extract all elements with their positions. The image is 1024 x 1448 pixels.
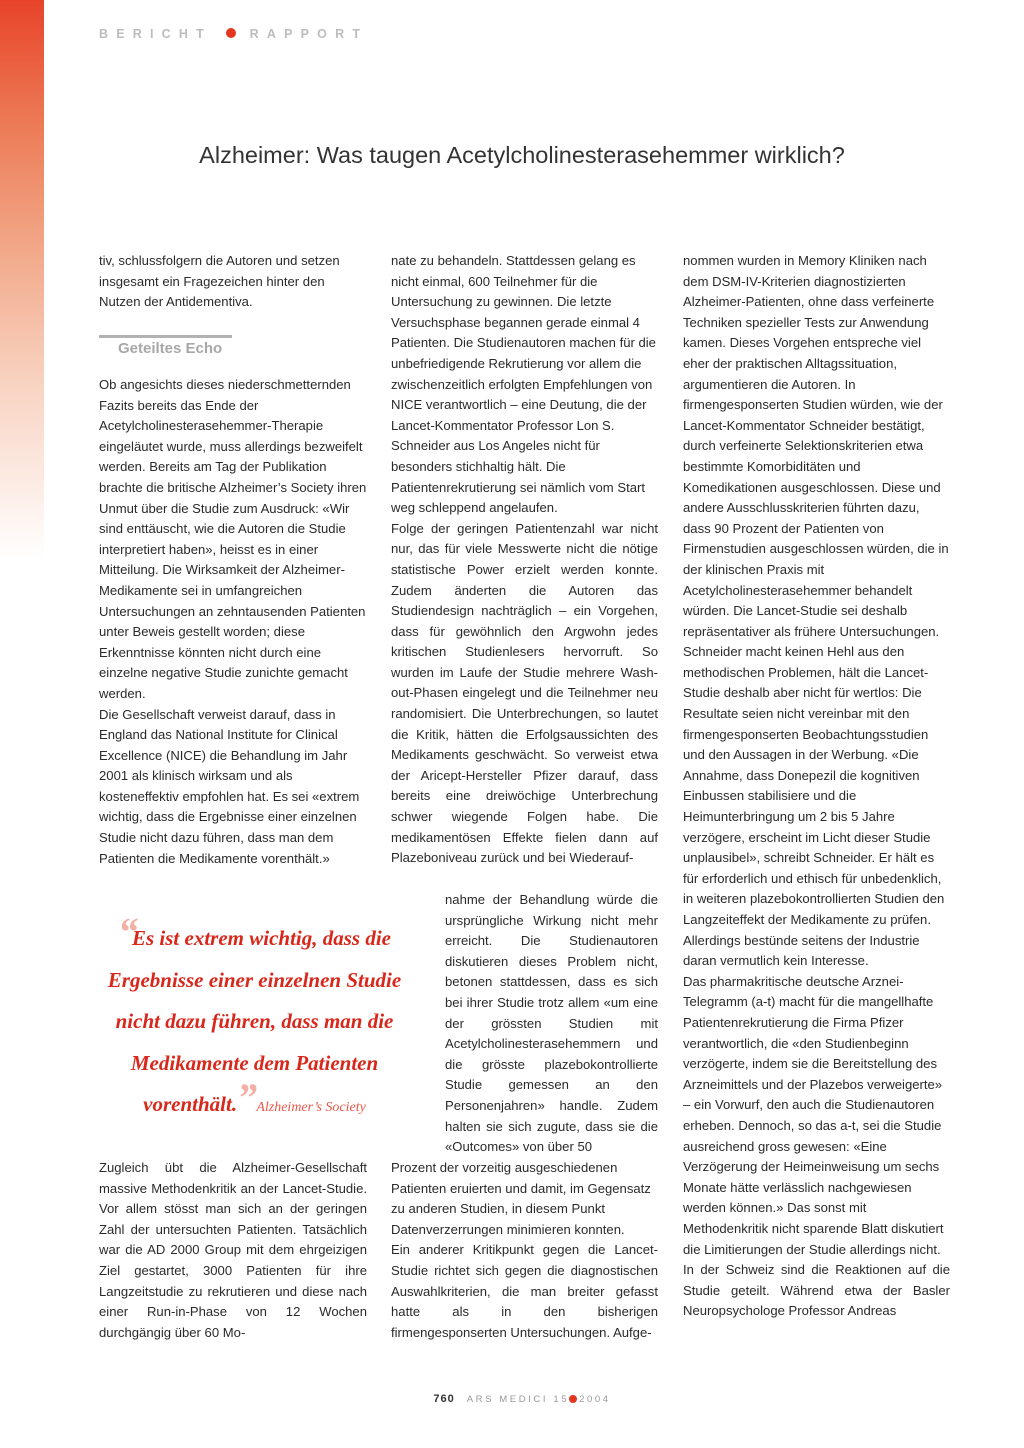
pull-quote-text: Es ist extrem wichtig, dass die Ergebnisse einer einzelnen Studie nicht dazu führen, dass man die Medikamente dem Patienten vorenthält. — [107, 926, 402, 1116]
page-footer — [0, 1393, 1024, 1405]
column-2-top — [391, 251, 658, 869]
journal-year: 2004 — [579, 1394, 611, 1405]
column-1-top — [99, 251, 367, 313]
paragraph: Das pharmakritische deutsche Arznei-Telegramm (a-t) macht für die mangellhafte Patientenrekrutierung die Firma Pfizer verantwortlich, die «den Studienbeginn verzögerte, indem sie die Bereitstellung des Arzneimittels und der Plazebos verweigerte» – ein Vorwurf, den auch die Studienautoren erheben. Dennoch, so das a-t, sei die Studie ausreichend gross gewesen: «Eine Verzögerung der Heimeinweisung um sechs Monate hätte verlässlich nachgewiesen werden können.» Das sonst mit Methodenkritik nicht sparende Blatt diskutiert die Limitierungen der Studie allerdings nicht. — [683, 973, 944, 1257]
paragraph: Ein anderer Kritikpunkt gegen die Lancet-Studie richtet sich gegen die diagnostischen Auswahlkriterien, die man breiter gefasst hatte als in den bisherigen firmengesponserten Untersuchungen. Aufge- — [391, 1242, 658, 1340]
article-title: Alzheimer: Was taugen Acetylcholinesterasehemmer wirklich? — [199, 142, 845, 168]
pull-quote-source: Alzheimer’s Society — [256, 1100, 366, 1115]
paragraph: Ob angesichts dieses niederschmetternden Fazits bereits das Ende der Acetylcholinesterasehemmer-Therapie eingeläutet wurde, muss allerdings bezweifelt werden. Bereits am Tag der Publikation brachte die britische Alzheimer’s Society ihren Unmut über die Studie zum Ausdruck: «Wir sind enttäuscht, wie die Autoren die Studie interpretiert haben», heisst es in einer Mitteilung. Die Wirksamkeit der Alzheimer-Medikamente sei in umfangreichen Untersuchungen an zehntausenden Patienten unter Beweis gestellt worden; diese Erkenntnisse könnten nicht durch eine einzelne negative Studie zunichte gemacht werden. — [99, 377, 367, 701]
footer-dot-icon — [569, 1395, 577, 1403]
paragraph: In der Schweiz sind die Reaktionen auf die Studie geteilt. Während etwa der Basler Neuropsychologe Professor Andreas — [683, 1262, 950, 1319]
header-right: RAPPORT — [249, 27, 369, 41]
section-heading: Geteiltes Echo — [118, 340, 223, 357]
running-header — [99, 27, 368, 41]
column-1-bottom — [99, 1158, 367, 1343]
paragraph: nate zu behandeln. Stattdessen gelang es nicht einmal, 600 Teilnehmer für die Untersuchung zu gewinnen. Die letzte Versuchsphase begannen gerade einmal 4 Patienten. Die Studienautoren machen für die unbefriedigende Rekrutierung vor allem die zwischenzeitlich erfolgten Empfehlungen von NICE verantwortlich – eine Deutung, die der Lancet-Kommentator Professor Lon S. Schneider aus Los Angeles nicht für besonders stichhaltig hält. Die Patientenrekrutierung sei nämlich vom Start weg schleppend angelaufen. — [391, 253, 656, 516]
header-left: BERICHT — [99, 27, 212, 41]
close-quote-mark: ” — [237, 1075, 252, 1120]
paragraph: Prozent der vorzeitig ausgeschiedenen Patienten eruierten und damit, im Gegensatz zu anderen Studien, in diesem Punkt Datenverzerrungen minimieren konnten. — [391, 1160, 651, 1237]
bullet-dot-icon — [226, 28, 236, 38]
column-3 — [683, 251, 950, 1322]
decorative-edge-gradient — [0, 0, 44, 560]
paragraph: nommen wurden in Memory Kliniken nach dem DSM-IV-Kriterien diagnostizierten Alzheimer-Patienten, ohne dass verfeinerte Techniken spezieller Tests zur Anwendung kamen. Dieses Vorgehen entspreche viel eher der praktischen Alltagssituation, argumentieren die Autoren. In firmengesponserten Studien würden, wie der Lancet-Kommentator Schneider bestätigt, durch verfeinerte Selektionskriterien etwa bestimmte Komorbiditäten und Komedikationen ausgeschlossen. Diese und andere Ausschlusskriterien führten dazu, dass 90 Prozent der Patienten von Firmenstudien ausgeschlossen würden, die in der klinischen Praxis mit Acetylcholinesterasehemmer behandelt würden. Die Lancet-Studie sei deshalb repräsentativer als frühere Untersuchungen. Schneider macht keinen Hehl aus den methodischen Problemen, hält die Lancet-Studie deshalb aber nicht für wertlos: Die Resultate seien nicht vereinbar mit den firmengesponserten Beobachtungsstudien und den Aussagen in der Werbung. «Die Annahme, dass Donepezil die kognitiven Einbussen stabilisiere und die Heimunterbringung um 2 bis 5 Jahre verzögere, erscheint im Licht dieser Studie unplausibel», schreibt Schneider. Er hält es für erforderlich und ethisch für unbedenklich, in weiteren plazebokontrollierten Studien den Langzeiteffekt der Medikamente zu prüfen. Allerdings bestünde seitens der Industrie daran vermutlich kein Interesse. — [683, 253, 949, 969]
paragraph: tiv, schlussfolgern die Autoren und setzen insgesamt ein Fragezeichen hinter den Nutzen der Antidementiva. — [99, 253, 340, 310]
open-quote-mark: “ — [117, 909, 132, 954]
paragraph: Folge der geringen Patientenzahl war nicht nur, das für viele Messwerte nicht die nötige statistische Power erzielt werden konnte. Zudem änderten die Autoren das Studiendesign nachträglich – ein Vorgehen, dass für gewöhnlich den Argwohn jedes kritischen Studienlesers hervorruft. So wurden im Laufe der Studie mehrere Wash-out-Phasen eingelegt und die Teilnehmer neu randomisiert. Die Unterbrechungen, so lautet die Kritik, hätten die Erfolgsaussichten des Medikaments geschwächt. So verweist etwa der Aricept-Hersteller Pfizer darauf, dass bereits eine dreiwöchige Unterbrechung schwer wiegende Folgen habe. Die medikamentösen Effekte fielen dann auf Plazeboniveau zurück und bei Wiederauf- — [391, 520, 658, 866]
paragraph: Die Gesellschaft verweist darauf, dass in England das National Institute for Clinical Excellence (NICE) die Behandlung im Jahr 2001 als klinisch wirksam und als kosteneffektiv empfohlen hat. Es sei «extrem wichtig, dass die Ergebnisse einer einzelnen Studie nicht dazu führen, dass man dem Patienten die Medikamente vorenthält.» — [99, 706, 360, 866]
pull-quote — [87, 909, 422, 1129]
section-rule — [99, 335, 232, 338]
page-number: 760 — [433, 1393, 455, 1405]
journal-name: ARS MEDICI 15 — [466, 1394, 570, 1405]
column-2-inset — [445, 890, 658, 1158]
paragraph: Zugleich übt die Alzheimer-Gesellschaft massive Methodenkritik an der Lancet-Studie. Vor allem stösst man sich an der geringen Zahl der untersuchten Patienten. Tatsächlich war die AD 2000 Group mit dem ehrgeizigen Ziel gestartet, 3000 Patienten für ihre Langzeitstudie zu rekrutieren und diese nach einer Run-in-Phase von 12 Wochen durchgängig über 60 Mo- — [99, 1160, 367, 1340]
column-1-body — [99, 375, 367, 869]
paragraph: nahme der Behandlung würde die ursprüngliche Wirkung nicht mehr erreicht. Die Studienautoren diskutieren dieses Problem nicht, betonen stattdessen, dass es sich bei ihrer Studie trotz allem «um eine der grössten Studien mit Acetylcholinesterasehemmern und die grösste plazebokontrollierte Studie gemessen an den Personenjahren» handle. Zudem halten sie sich zugute, dass sie die «Outcomes» von über 50 — [445, 892, 658, 1155]
column-2-bottom — [391, 1158, 658, 1343]
